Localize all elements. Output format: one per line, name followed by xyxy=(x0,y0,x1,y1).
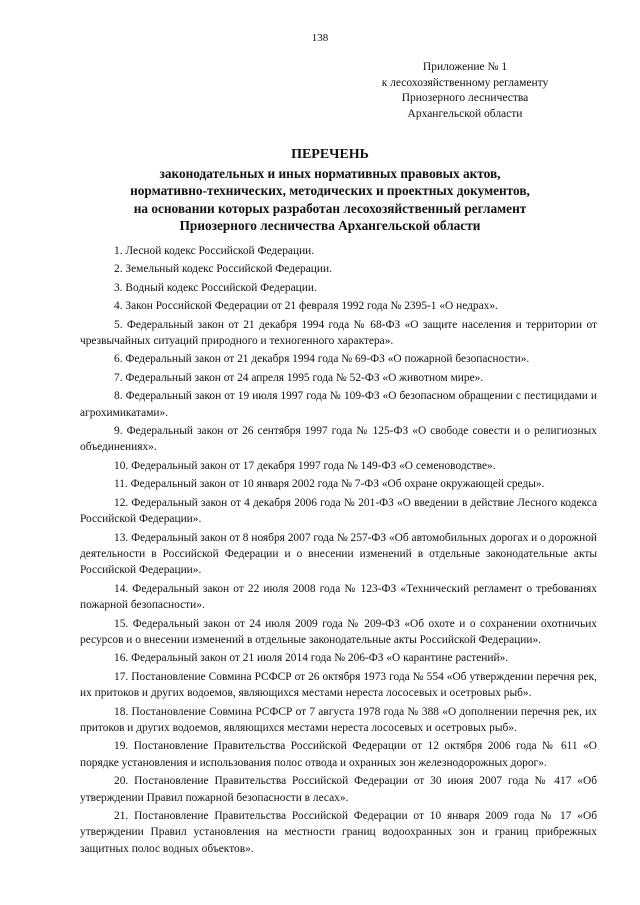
page-number: 138 xyxy=(311,32,329,44)
list-item: 4. Закон Российской Федерации от 21 февраля 1992 года № 2395-1 «О недрах». xyxy=(114,300,498,313)
list-item: 18. Постановление Совмина РСФСР от 7 августа 1978 года № 388 «О дополнении перечня рек, их притоков и других водоемов, являющихся местами нереста лососевых и осетровых рыб». xyxy=(80,705,597,734)
appendix-line: Приложение № 1 xyxy=(422,61,508,73)
appendix-line: Архангельской области xyxy=(407,107,523,120)
list-item: 15. Федеральный закон от 24 июля 2009 года № 209-ФЗ «Об охоте и о сохранении охотничьих ресурсов и о внесении изменений в отдельные законодательные акты Российской Федерации». xyxy=(80,617,597,646)
title-line: законодательных и иных нормативных правовых актов, xyxy=(159,166,501,182)
list-item: 9. Федеральный закон от 26 сентября 1997 года № 125-ФЗ «О свободе совести и о религиозных объединениях». xyxy=(80,425,597,454)
title-line: Приозерного лесничества Архангельской области xyxy=(179,217,481,233)
list-item: 6. Федеральный закон от 21 декабря 1994 года № 69-ФЗ «О пожарной безопасности». xyxy=(114,353,530,366)
appendix-header xyxy=(330,60,600,122)
list-item: 14. Федеральный закон от 22 июля 2008 года № 123-ФЗ «Технический регламент о требованиях пожарной безопасности». xyxy=(80,582,597,612)
list-item: 8. Федеральный закон от 19 июля 1997 года № 109-ФЗ «О безопасном обращении с пестицидами и агрохимикатами». xyxy=(80,390,597,419)
list-item: 13. Федеральный закон от 8 ноября 2007 года № 257-ФЗ «Об автомобильных дорогах и о дорожной деятельности в Российской Федерации и о внесении изменений в отдельные законодательные акты Российской Федерации». xyxy=(80,531,597,577)
list-item: 19. Постановление Правительства Российской Федерации от 12 октября 2006 года № 611 «О порядке установления и использования полос отвода и охранных зон железнодорожных дорог». xyxy=(80,740,597,769)
appendix-line: Приозерного лесничества xyxy=(401,92,529,104)
document-title xyxy=(60,146,600,234)
list-item: 10. Федеральный закон от 17 декабря 1997 года № 149-ФЗ «О семеноводстве». xyxy=(114,459,496,472)
title-line: на основании которых разработан лесохозяйственный регламент xyxy=(133,200,527,216)
list-item: 12. Федеральный закон от 4 декабря 2006 года № 201-ФЗ «О введении в действие Лесного кодекса Российской Федерации». xyxy=(80,496,597,526)
list-item: 20. Постановление Правительства Российской Федерации от 30 июня 2007 года № 417 «Об утверждении Правил пожарной безопасности в лесах». xyxy=(80,775,597,804)
list-item: 5. Федеральный закон от 21 декабря 1994 года № 68-ФЗ «О защите населения и территории от чрезвычайных ситуаций природного и техногенного характера». xyxy=(80,318,597,348)
list-item: 21. Постановление Правительства Российской Федерации от 10 января 2009 года № 17 «Об утверждении Правил установления на местности границ водоохранных зон и границ прибрежных защитных полос водных объектов». xyxy=(80,810,597,855)
appendix-line: к лесохозяйственному регламенту xyxy=(381,76,549,89)
list-item: 3. Водный кодекс Российской Федерации. xyxy=(114,281,317,294)
list-item: 11. Федеральный закон от 10 января 2002 года № 7-ФЗ «Об охране окружающей среды». xyxy=(114,478,545,491)
title-line: нормативно-технических, методических и проектных документов, xyxy=(130,183,530,199)
legal-acts-list xyxy=(80,243,597,859)
list-item: 2. Земельный кодекс Российской Федерации. xyxy=(114,263,332,276)
list-item: 7. Федеральный закон от 24 апреля 1995 года № 52-ФЗ «О животном мире». xyxy=(114,371,484,384)
list-item: 1. Лесной кодекс Российской Федерации. xyxy=(114,245,315,257)
list-item: 16. Федеральный закон от 21 июля 2014 года № 206-ФЗ «О карантине растений». xyxy=(114,652,509,665)
list-item: 17. Постановление Совмина РСФСР от 26 октября 1973 года № 554 «Об утверждении перечня рек, их притоков и других водоемов, являющихся местами нереста лососевых и осетровых рыб». xyxy=(80,670,597,700)
title-main: ПЕРЕЧЕНЬ xyxy=(291,147,369,162)
